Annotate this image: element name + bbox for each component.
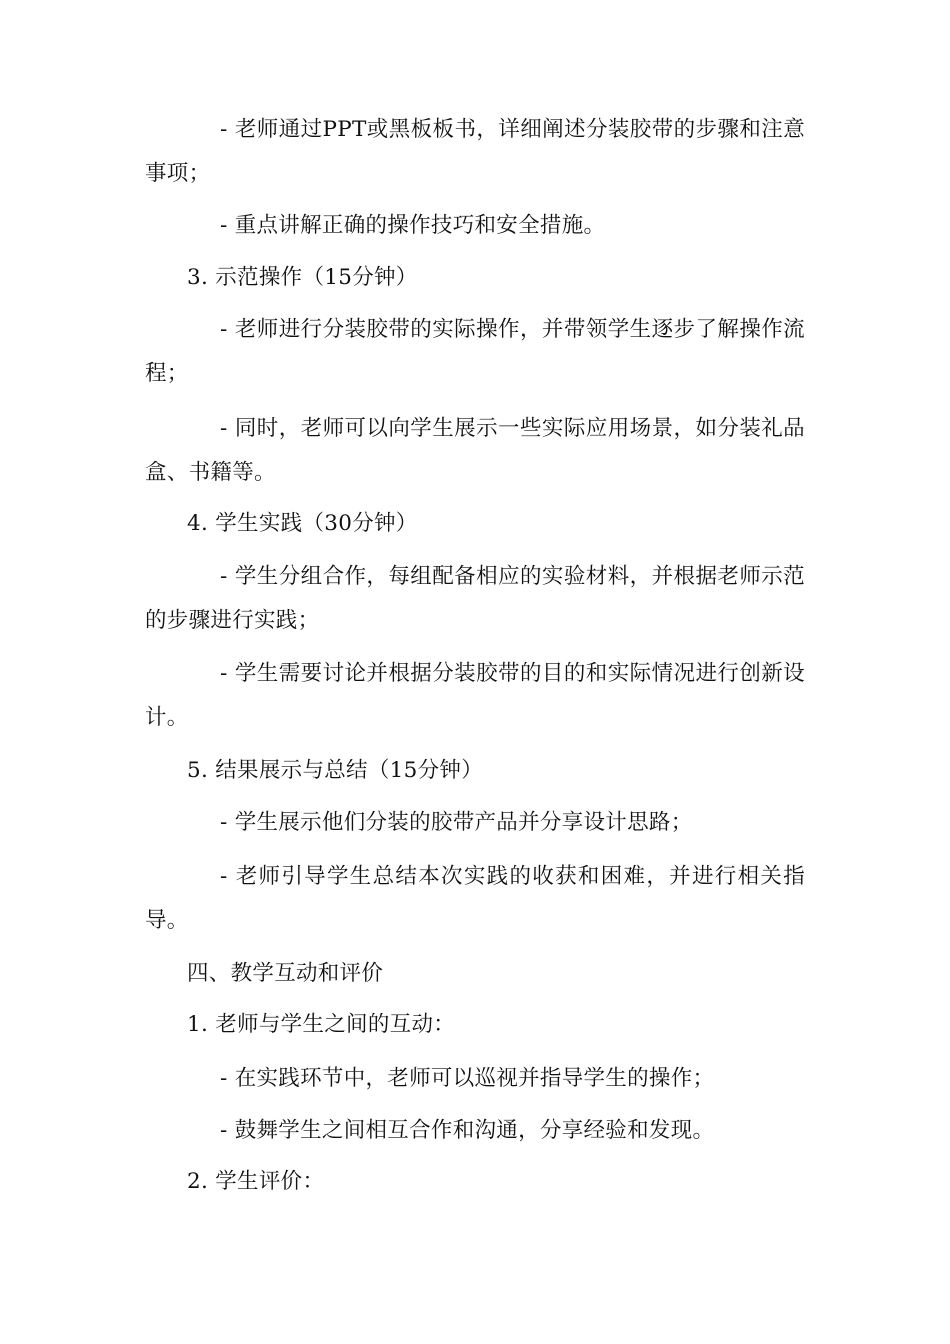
bullet-paragraph: - 老师引导学生总结本次实践的收获和困难，并进行相关指导。 [145,864,805,933]
bullet-paragraph: - 学生展示他们分装的胶带产品并分享设计思路； [220,810,693,835]
section-heading: 四、教学互动和评价 [187,961,384,986]
numbered-item: 3. 示范操作（15分钟） [187,265,418,290]
bullet-paragraph: - 同时，老师可以向学生展示一些实际应用场景，如分装礼品盒、书籍等。 [145,416,805,485]
numbered-item: 4. 学生实践（30分钟） [187,511,418,536]
numbered-item: 5. 结果展示与总结（15分钟） [187,758,484,783]
bullet-paragraph: - 学生需要讨论并根据分装胶带的目的和实际情况进行创新设计。 [145,661,805,730]
bullet-paragraph: - 老师通过PPT或黑板板书，详细阐述分装胶带的步骤和注意事项； [145,117,805,186]
numbered-item: 2. 学生评价： [187,1169,325,1194]
numbered-item: 1. 老师与学生之间的互动： [187,1012,456,1037]
bullet-paragraph: - 重点讲解正确的操作技巧和安全措施。 [220,213,606,238]
bullet-paragraph: - 在实践环节中，老师可以巡视并指导学生的操作； [220,1066,715,1091]
bullet-paragraph: - 老师进行分装胶带的实际操作，并带领学生逐步了解操作流程； [145,317,805,386]
bullet-paragraph: - 学生分组合作，每组配备相应的实验材料，并根据老师示范的步骤进行实践； [145,564,805,633]
bullet-paragraph: - 鼓舞学生之间相互合作和沟通，分享经验和发现。 [220,1118,715,1143]
